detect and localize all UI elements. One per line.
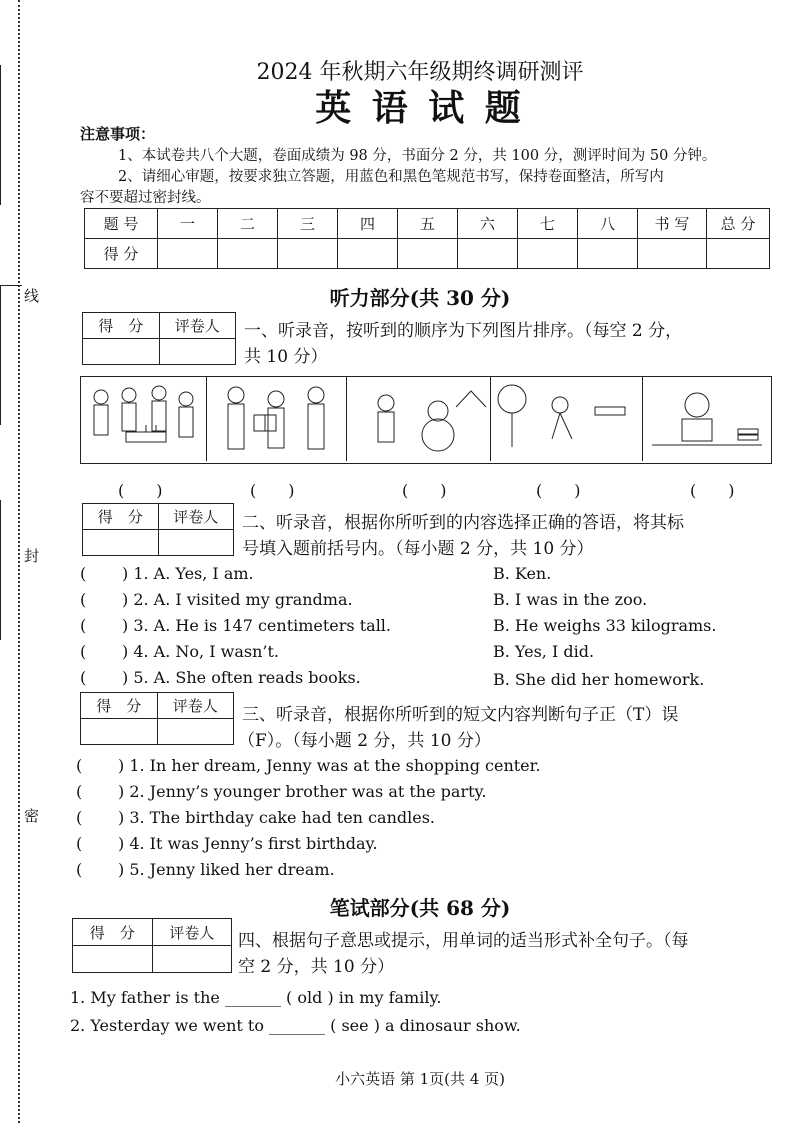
score-cell[interactable] [458,239,518,269]
part3-q4: ) 4. It was Jenny’s first birthday. [118,834,378,853]
score-cell[interactable] [398,239,458,269]
grader-name-label: 评卷人 [152,919,232,946]
score-table [84,208,770,269]
grader-cell[interactable] [152,946,232,973]
notice-label: 注意事项： [80,125,156,143]
open-paren[interactable]: ( [76,834,83,853]
part3-instruction-line2: （F）。（每小题 2 分，共 10 分） [238,731,491,751]
part2-q2-option-b: B. I was in the zoo. [493,590,648,609]
part3-q2: ) 2. Jenny’s younger brother was at the party. [118,782,487,801]
grader-box-1 [82,312,236,365]
grader-name-label: 评卷人 [159,313,236,339]
part3-q3: ) 3. The birthday cake had ten candles. [118,808,435,827]
grader-cell[interactable] [157,719,234,745]
margin-rule [0,285,1,425]
part2-q2-option-a: ) 2. A. I visited my grandma. [122,590,353,609]
grader-score-label: 得 分 [83,313,160,339]
party-scene-picture [81,377,207,461]
part4-instruction-line2: 空 2 分，共 10 分） [238,957,395,977]
answer-blank[interactable]: ( ) [118,481,163,500]
notice-line-3: 容不要超过密封线。 [80,190,211,206]
grader-box-2 [82,503,234,556]
binding-dotted-line [18,0,20,1123]
exam-subtitle: 2024 年秋期六年级期终调研测评 [256,60,584,85]
part2-q1-option-b: B. Ken. [493,564,552,583]
grader-cell[interactable] [158,530,234,556]
gift-scene-picture [206,377,347,461]
answer-blank[interactable]: ( ) [250,481,295,500]
part4-q2[interactable]: 2. Yesterday we went to _______ ( see ) a dinosaur show. [70,1016,521,1035]
open-paren[interactable]: ( [76,808,83,827]
score-row-label: 得 分 [85,239,158,269]
score-table-header: 题 号 [85,209,158,239]
part2-q5-option-b: B. She did her homework. [493,670,705,689]
grader-name-label: 评卷人 [158,504,234,530]
part2-q3-option-b: B. He weighs 33 kilograms. [493,616,717,635]
score-table-header: 二 [218,209,278,239]
margin-rule [0,500,1,640]
score-cell[interactable] [578,239,638,269]
score-table-header: 八 [578,209,638,239]
grader-score-label: 得 分 [73,919,153,946]
part2-q1-option-a: ) 1. A. Yes, I am. [122,564,254,583]
grader-name-label: 评卷人 [157,693,234,719]
score-cell[interactable] [638,239,707,269]
score-cell[interactable] [338,239,398,269]
page-footer: 小六英语 第 1页(共 4 页) [335,1070,505,1088]
open-paren[interactable]: ( [80,590,87,609]
score-table-header: 一 [158,209,218,239]
score-table-header: 六 [458,209,518,239]
part3-q5: ) 5. Jenny liked her dream. [118,860,335,879]
score-cell[interactable] [158,239,218,269]
listening-title: 听力部分(共 30 分) [329,286,511,310]
open-paren[interactable]: ( [80,616,87,635]
snowman-scene-picture [346,377,491,461]
writing-title: 笔试部分(共 68 分) [329,896,511,920]
open-paren[interactable]: ( [80,642,87,661]
part4-instruction-line1: 四、根据句子意思或提示，用单词的适当形式补全句子。（每 [238,931,689,951]
exam-title: 英 语 试 题 [315,87,525,129]
open-paren[interactable]: ( [80,564,87,583]
margin-char-xian: 线 [24,287,40,305]
open-paren[interactable]: ( [76,860,83,879]
grader-score-label: 得 分 [81,693,158,719]
grader-cell[interactable] [81,719,158,745]
part2-q3-option-a: ) 3. A. He is 147 centimeters tall. [122,616,392,635]
score-cell[interactable] [707,239,770,269]
margin-rule [0,285,22,286]
open-paren[interactable]: ( [76,756,83,775]
score-cell[interactable] [218,239,278,269]
score-table-header: 三 [278,209,338,239]
score-table-header: 书 写 [638,209,707,239]
grader-cell[interactable] [73,946,153,973]
open-paren[interactable]: ( [76,782,83,801]
notice-line-1: 1、本试卷共八个大题，卷面成绩为 98 分，书面分 2 分，共 100 分，测评时间为 50 分钟。 [118,148,717,164]
score-cell[interactable] [518,239,578,269]
grader-cell[interactable] [159,339,236,365]
score-table-header: 总 分 [707,209,770,239]
answer-blank[interactable]: ( ) [402,481,447,500]
part4-q1[interactable]: 1. My father is the _______ ( old ) in my family. [70,988,442,1007]
grader-box-3 [80,692,234,745]
part3-q1: ) 1. In her dream, Jenny was at the shopping center. [118,756,541,775]
grader-score-label: 得 分 [83,504,159,530]
score-table-header: 七 [518,209,578,239]
score-cell[interactable] [278,239,338,269]
part2-q4-option-a: ) 4. A. No, I wasn’t. [122,642,279,661]
answer-blank[interactable]: ( ) [536,481,581,500]
margin-char-feng: 封 [24,547,40,565]
part1-instruction-line2: 共 10 分） [244,347,328,367]
grader-box-4 [72,918,232,973]
margin-char-mi: 密 [24,807,40,825]
part2-instruction-line1: 二、听录音，根据你所听到的内容选择正确的答语，将其标 [242,513,684,533]
answer-blank[interactable]: ( ) [690,481,735,500]
open-paren[interactable]: ( [80,668,87,687]
grader-cell[interactable] [83,530,159,556]
part2-instruction-line2: 号填入题前括号内。（每小题 2 分，共 10 分） [242,539,594,559]
part1-instruction-line1: 一、听录音，按听到的顺序为下列图片排序。（每空 2 分， [244,321,683,341]
part2-q5-option-a: ) 5. A. She often reads books. [122,668,361,687]
part2-q4-option-b: B. Yes, I did. [493,642,595,661]
score-table-header: 五 [398,209,458,239]
part3-instruction-line1: 三、听录音，根据你所听到的短文内容判断句子正（T）误 [242,705,679,725]
margin-rule [0,65,1,205]
notice-line-2: 2、请细心审题，按要求独立答题，用蓝色和黑色笔规范书写，保持卷面整洁，所写内 [118,169,664,185]
reading-scene-picture [642,377,769,461]
skating-scene-picture [490,377,643,461]
score-table-header: 四 [338,209,398,239]
grader-cell[interactable] [83,339,160,365]
